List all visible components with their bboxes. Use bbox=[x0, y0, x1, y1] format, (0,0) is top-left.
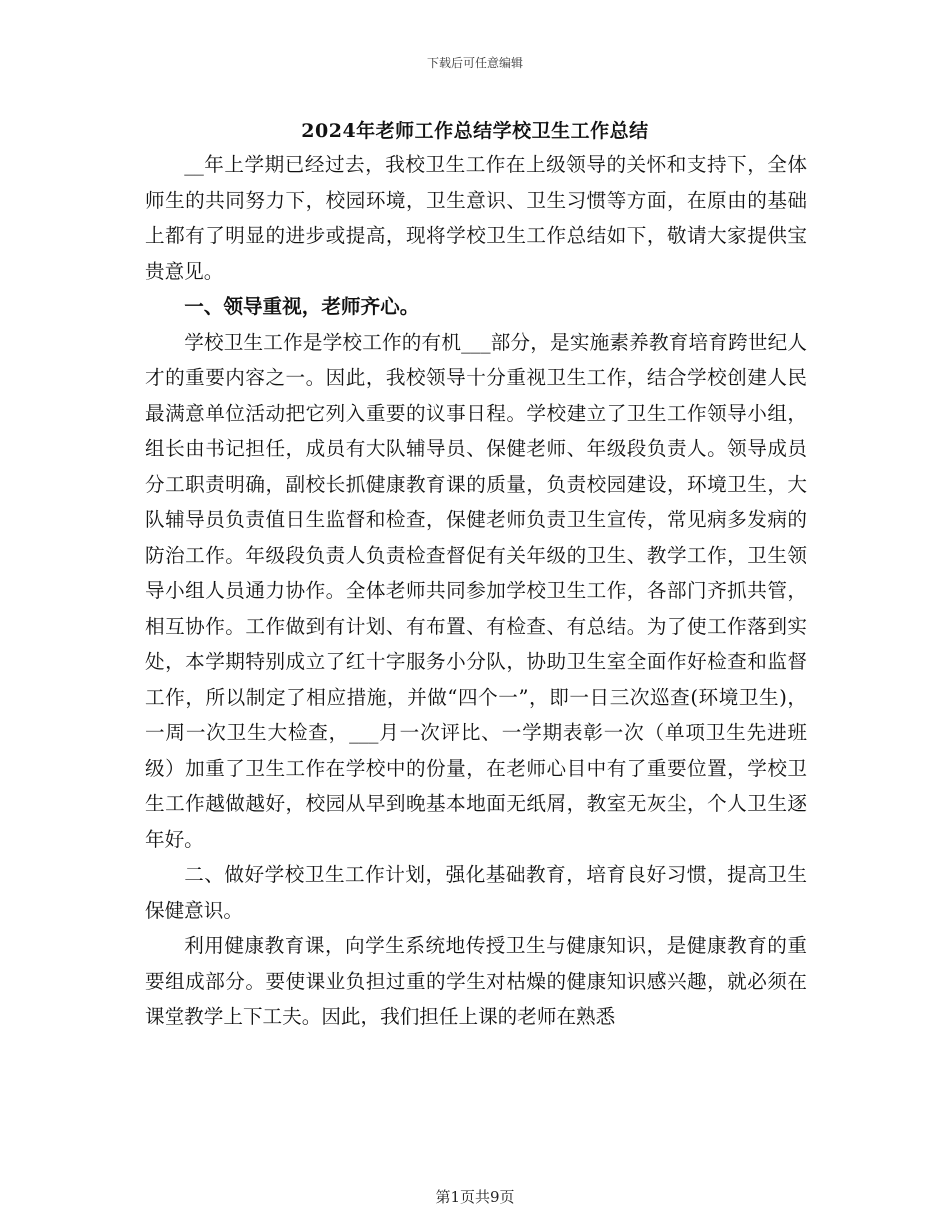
section-heading-2: 二、做好学校卫生工作计划，强化基础教育，培育良好习惯，提高卫生保健意识。 bbox=[145, 863, 807, 922]
section-heading-1: 一、领导重视，老师齐心。 bbox=[184, 295, 420, 318]
section-2-paragraph: 利用健康教育课，向学生系统地传授卫生与健康知识，是健康教育的重要组成部分。要使课业负担过重的学生对枯燥的健康知识感兴趣，就必须在课堂教学上下工夫。因此，我们担任上课的老师在熟悉 bbox=[145, 934, 807, 1028]
document-body bbox=[145, 147, 807, 1035]
intro-paragraph: __年上学期已经过去，我校卫生工作在上级领导的关怀和支持下，全体师生的共同努力下，校园环境，卫生意识、卫生习惯等方面，在原由的基础上都有了明显的进步或提高，现将学校卫生工作总结如下，敬请大家提供宝贵意见。 bbox=[145, 153, 807, 283]
download-note: 下载后可任意编辑 bbox=[426, 56, 523, 70]
page-indicator: 第1页共9页 bbox=[435, 1188, 515, 1206]
section-1-paragraph: 学校卫生工作是学校工作的有机___部分，是实施素养教育培育跨世纪人才的重要内容之一。因此，我校领导十分重视卫生工作，结合学校创建人民最满意单位活动把它列入重要的议事日程。学校建立了卫生工作领导小组，组长由书记担任，成员有大队辅导员、保健老师、年级段负责人。领导成员分工职责明确，副校长抓健康教育课的质量，负责校园建设，环境卫生，大队辅导员负责值日生监督和检查，保健老师负责卫生宣传，常见病多发病的防治工作。年级段负责人负责检查督促有关年级的卫生、教学工作，卫生领导小组人员通力协作。全体老师共同参加学校卫生工作，各部门齐抓共管，相互协作。工作做到有计划、有布置、有检查、有总结。为了使工作落到实处，本学期特别成立了红十字服务小分队，协助卫生室全面作好检查和监督工作，所以制定了相应措施，并做“四个一”，即一日三次巡查(环境卫生)，一周一次卫生大检查，___月一次评比、一学期表彰一次（单项卫生先进班级）加重了卫生工作在学校中的份量，在老师心目中有了重要位置，学校卫生工作越做越好，校园从早到晚基本地面无纸屑，教室无灰尘，个人卫生逐年好。 bbox=[145, 330, 807, 851]
document-title: 2024年老师工作总结学校卫生工作总结 bbox=[301, 120, 649, 142]
